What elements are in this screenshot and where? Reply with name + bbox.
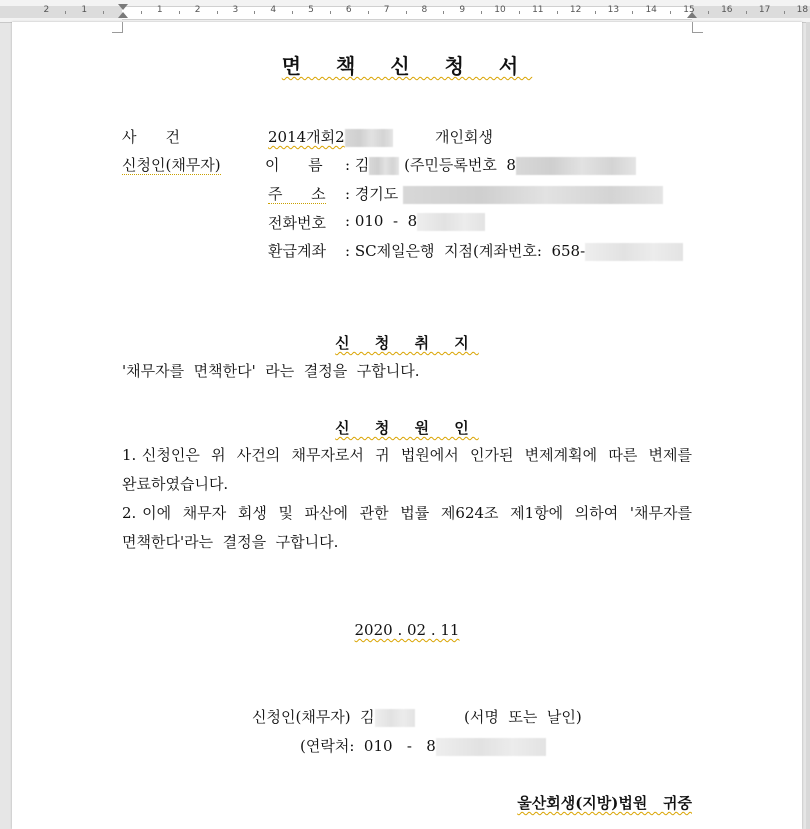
- ruler-track: [122, 5, 695, 20]
- ruler-number: 2: [43, 5, 50, 15]
- ruler-tick: [406, 11, 407, 14]
- redacted-name: [369, 157, 399, 175]
- ruler-number: 7: [383, 5, 390, 15]
- ruler-number: 3: [232, 5, 239, 15]
- reason-heading: 신 청 원 인: [335, 419, 479, 437]
- phone-label: 전화번호: [268, 214, 326, 232]
- ruler-tick: [519, 11, 520, 14]
- ruler-number: 16: [721, 5, 733, 15]
- ruler-tick: [632, 11, 633, 14]
- address-label: 주 소: [268, 185, 326, 203]
- ruler-number: 8: [421, 5, 428, 15]
- ruler-tick: [595, 11, 596, 14]
- ruler-right-margin: [692, 6, 810, 18]
- signature-seal: (서명 또는 날인): [464, 708, 582, 726]
- purpose-text: '채무자를 면책한다' 라는 결정을 구합니다.: [122, 362, 420, 380]
- first-line-indent-marker[interactable]: [118, 4, 128, 10]
- ruler-tick: [179, 11, 180, 14]
- ruler-number: 1: [156, 5, 163, 15]
- account-label: 환급계좌: [268, 242, 326, 260]
- ruler-number: 15: [683, 5, 695, 15]
- ruler-tick: [557, 11, 558, 14]
- redacted-address: [403, 186, 663, 204]
- name-value: : 김 (주민등록번호 8: [345, 154, 636, 175]
- purpose-heading: 신 청 취 지: [335, 334, 479, 352]
- ruler-number: 10: [494, 5, 506, 15]
- left-indent-marker[interactable]: [118, 12, 128, 18]
- ruler-number: 11: [532, 5, 544, 15]
- redacted-phone: [417, 213, 485, 231]
- ruler-number: 17: [758, 5, 771, 15]
- redacted-contact: [436, 738, 546, 756]
- ruler-number: 14: [645, 5, 657, 15]
- redacted-signature-name: [375, 709, 415, 727]
- court-name: 울산회생(지방)법원 귀중: [517, 794, 692, 812]
- vertical-scrollbar[interactable]: [806, 22, 810, 829]
- phone-value: : 010 - 8: [345, 212, 485, 231]
- ruler-number: 12: [569, 5, 582, 15]
- ruler-tick: [368, 11, 369, 14]
- account-value: : SC제일은행 지점(계좌번호: 658-: [345, 240, 683, 261]
- redacted-case-number: [345, 129, 393, 147]
- ruler-tick: [784, 11, 785, 14]
- right-indent-marker[interactable]: [687, 12, 697, 18]
- ruler-tick: [481, 11, 482, 14]
- ruler-tick: [708, 11, 709, 14]
- ruler-number: 1: [81, 5, 88, 15]
- application-date: 2020 . 02 . 11: [354, 621, 460, 639]
- ruler-number: 9: [459, 5, 466, 15]
- redacted-id-number: [516, 157, 636, 175]
- redacted-account-number: [585, 243, 683, 261]
- address-value: : 경기도: [345, 183, 663, 204]
- case-number: 2014개회2: [268, 126, 393, 147]
- ruler-tick: [103, 11, 104, 14]
- ruler-tick: [65, 11, 66, 14]
- ruler-number: 6: [345, 5, 352, 15]
- ruler-number: 4: [270, 5, 277, 15]
- ruler-tick: [330, 11, 331, 14]
- ruler-number: 5: [308, 5, 314, 15]
- name-label: 이 름: [265, 156, 323, 174]
- reason-item-2: 2. 이에 채무자 회생 및 파산에 관한 법률 제624조 제1항에 의하여 '채무자를 면책한다'라는 결정을 구합니다.: [122, 504, 702, 551]
- ruler-tick: [746, 11, 747, 14]
- ruler-number: 18: [796, 5, 809, 15]
- case-type: 개인회생: [435, 128, 493, 146]
- ruler-tick: [670, 11, 671, 14]
- ruler-number: 13: [607, 5, 620, 15]
- document-title: 면 책 신 청 서: [281, 54, 533, 78]
- reason-item-1: 1. 신청인은 위 사건의 채무자로서 귀 법원에서 인가된 변제계획에 따른 변제를 완료하였습니다.: [122, 446, 702, 493]
- applicant-label: 신청인(채무자): [122, 156, 221, 174]
- signature-contact: (연락처: 010 - 8: [300, 735, 546, 756]
- horizontal-ruler[interactable]: [0, 0, 810, 23]
- case-label: 사 건: [122, 128, 183, 146]
- signature-line: 신청인(채무자) 김: [252, 706, 415, 727]
- margin-corner-top-left: [112, 22, 123, 33]
- ruler-tick: [292, 11, 293, 14]
- ruler-tick: [443, 11, 444, 14]
- ruler-number: 2: [194, 5, 201, 15]
- ruler-tick: [217, 11, 218, 14]
- margin-corner-top-right: [692, 22, 703, 33]
- ruler-tick: [141, 11, 142, 14]
- ruler-tick: [254, 11, 255, 14]
- document-page[interactable]: [12, 22, 802, 829]
